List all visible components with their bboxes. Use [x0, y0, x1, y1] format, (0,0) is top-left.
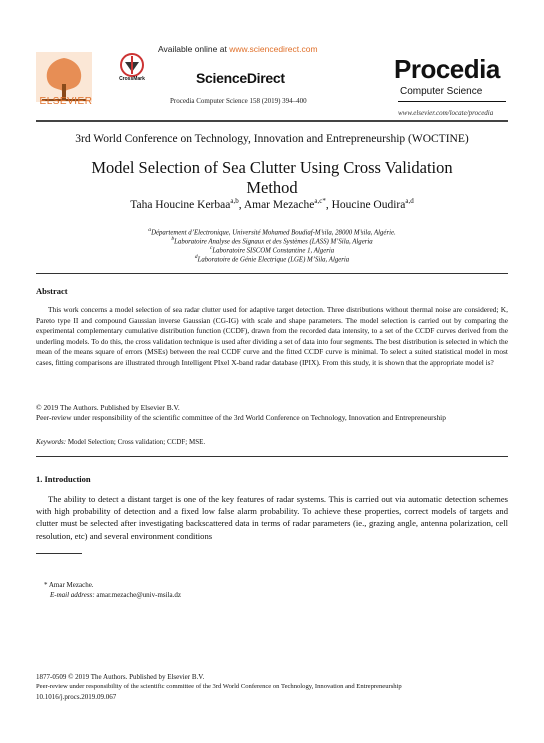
keywords: Keywords: Model Selection; Cross validation; CCDF; MSE.: [36, 438, 206, 446]
footnote-author: * Amar Mezache.: [44, 581, 94, 589]
peer-review-line: Peer-review under responsibility of the scientific committee of the 3rd World Conference on Technology, Innovation and Entrepreneurship: [36, 413, 446, 422]
author-list: Taha Houcine Kerbaa$^{a,b}$, Amar Mezache$^{a,c*}$, Houcine Oudira$^{a,d}$: [130, 197, 414, 211]
issn-line: 1877-0509 © 2019 The Authors. Published by Elsevier B.V.: [36, 673, 205, 681]
affiliation-a: $^a$Département d’Electronique, Université Mohamed Boudiaf-M’sila, 28000 M’sila, Algérie.: [148, 227, 396, 237]
intro-heading: 1. Introduction: [36, 474, 91, 484]
procedia-rule: [398, 101, 506, 102]
procedia-subtitle: Computer Science: [400, 86, 483, 97]
affiliation-b: $^b$Laboratoire Analyse des Signaux et des Systèmes (LASS) M’Sila, Algeria: [171, 236, 373, 246]
footnote-email: E-mail address: amar.mezache@univ-msila.dz: [50, 591, 181, 599]
available-online: Available online at www.sciencedirect.com: [158, 44, 318, 54]
paper-title: Model Selection of Sea Clutter Using Cross Validation Method: [91, 158, 453, 197]
conference-name: 3rd World Conference on Technology, Innovation and Entrepreneurship (WOCTINE): [75, 133, 469, 145]
affiliation-d: $^d$Laboratoire de Génie Electrique (LGE) M’Sila, Algeria: [194, 254, 350, 264]
abstract-body: This work concerns a model selection of sea radar clutter used for adaptive target detection. Three distributions without thermal noise are considered; K, Pareto type II and compound Gaussian inverse Gaussian (CG-IG) with scale and shape parameters. The model selection is carried out by comparing the experimental complementary cumulative distribution function (CCDF), drawn from the recorded data intensity, to a set of the CCDF curves derived from the underling models. To do this, the cross validation technique is used after dividing a set of data into four segments. The best distribution is selected in which the mean of the means square of errors (MSEs) between the real CCDF curve and the fitted CCDF curve is minimal. To select a suited statistical model in most cases, fitting comparisons are illustrated through Intelligent PIxel X-band radar database (IPIX). From this study, it is shown that the appropriate model is?: [36, 305, 508, 367]
copyright-line: © 2019 The Authors. Published by Elsevier B.V.: [36, 403, 180, 412]
sciencedirect-title: ScienceDirect: [196, 70, 285, 86]
abstract-bottom-rule: [36, 456, 508, 457]
procedia-url[interactable]: www.elsevier.com/locate/procedia: [398, 109, 494, 117]
sciencedirect-link[interactable]: www.sciencedirect.com: [229, 44, 318, 54]
abstract-heading: Abstract: [36, 286, 68, 296]
header-divider: [36, 120, 508, 122]
intro-body: The ability to detect a distant target is one of the key features of radar systems. This is carried out via automatic detection schemes with high probability of detection and a fixed low false alarm probability. To achieve these properties, correct models of targets and clutter must be selected after investigating backscattered data in terms of radar parameters (ie., grazing angle, antenna polarization, cell resolution, etc) and several environment conditions: [36, 494, 508, 541]
bottom-peer-review: Peer-review under responsibility of the scientific committee of the 3rd World Conference on Technology, Innovation and Entrepreneurship: [36, 683, 402, 690]
procedia-logo: Procedia: [394, 54, 500, 84]
elsevier-wordmark: ELSEVIER: [39, 96, 93, 107]
affiliation-c: $^c$Laboratoire SISCOM Constantine 1, Algeria: [209, 245, 335, 255]
journal-citation: Procedia Computer Science 158 (2019) 394–400: [170, 97, 307, 105]
crossmark-label: CrossMark: [119, 76, 145, 82]
abstract-top-rule: [36, 273, 508, 274]
doi-link[interactable]: 10.1016/j.procs.2019.09.067: [36, 693, 117, 701]
footnote-rule: [36, 553, 82, 554]
